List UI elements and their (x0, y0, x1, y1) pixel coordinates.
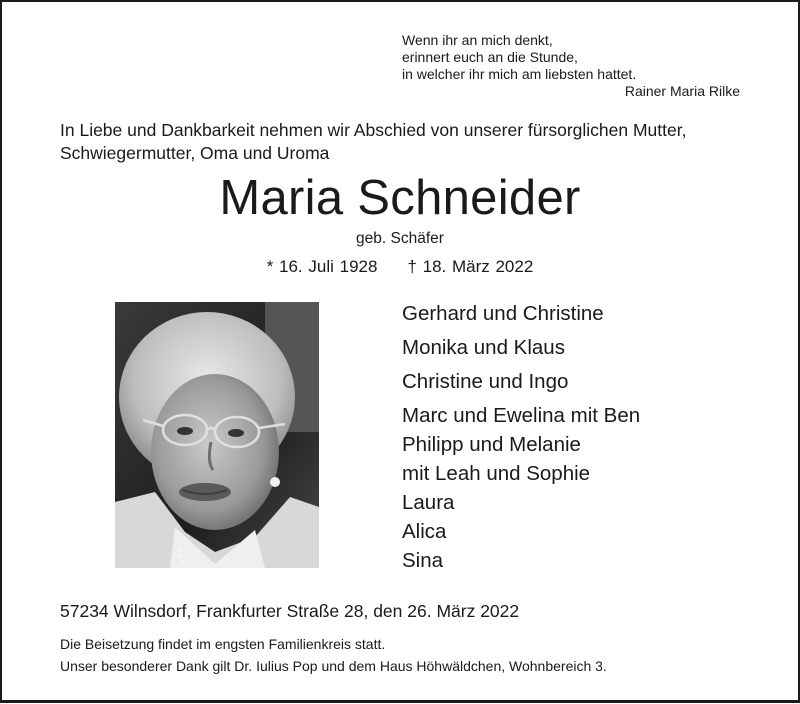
portrait-photo-icon (115, 302, 319, 568)
family-member: Laura (402, 491, 455, 514)
poem-block (402, 32, 740, 100)
address-date: 57234 Wilnsdorf, Frankfurter Straße 28, den 26. März 2022 (60, 601, 520, 621)
deceased-name: Maria Schneider (219, 171, 581, 225)
burial-note: Die Beisetzung findet im engsten Familienkreis statt. (60, 636, 386, 652)
life-dates (0, 256, 800, 278)
poem-line: Wenn ihr an mich denkt, (402, 32, 553, 48)
family-member: Marc und Ewelina mit Ben (402, 404, 641, 427)
family-member: mit Leah und Sophie (402, 462, 591, 485)
family-member: Philipp und Melanie (402, 433, 581, 456)
intro-text: In Liebe und Dankbarkeit nehmen wir Abschied von unserer fürsorglichen Mutter, Schwiegermutter, Oma und Uroma (60, 120, 687, 163)
family-member: Gerhard und Christine (402, 302, 604, 325)
family-member: Monika und Klaus (402, 336, 565, 359)
thanks-note: Unser besonderer Dank gilt Dr. Iulius Pop und dem Haus Höhwäldchen, Wohnbereich 3. (60, 658, 607, 674)
poem-line: in welcher ihr mich am liebsten hattet. (402, 66, 637, 82)
family-member: Alica (402, 520, 447, 543)
family-member: Christine und Ingo (402, 370, 569, 393)
portrait-photo (115, 302, 319, 568)
birth-date: * 16. Juli 1928 (266, 257, 378, 276)
death-date: † 18. März 2022 (407, 257, 534, 276)
family-member: Sina (402, 549, 444, 572)
poem-line: erinnert euch an die Stunde, (402, 49, 578, 65)
family-list (402, 299, 782, 575)
maiden-name: geb. Schäfer (356, 230, 444, 247)
poem-author: Rainer Maria Rilke (624, 83, 740, 99)
